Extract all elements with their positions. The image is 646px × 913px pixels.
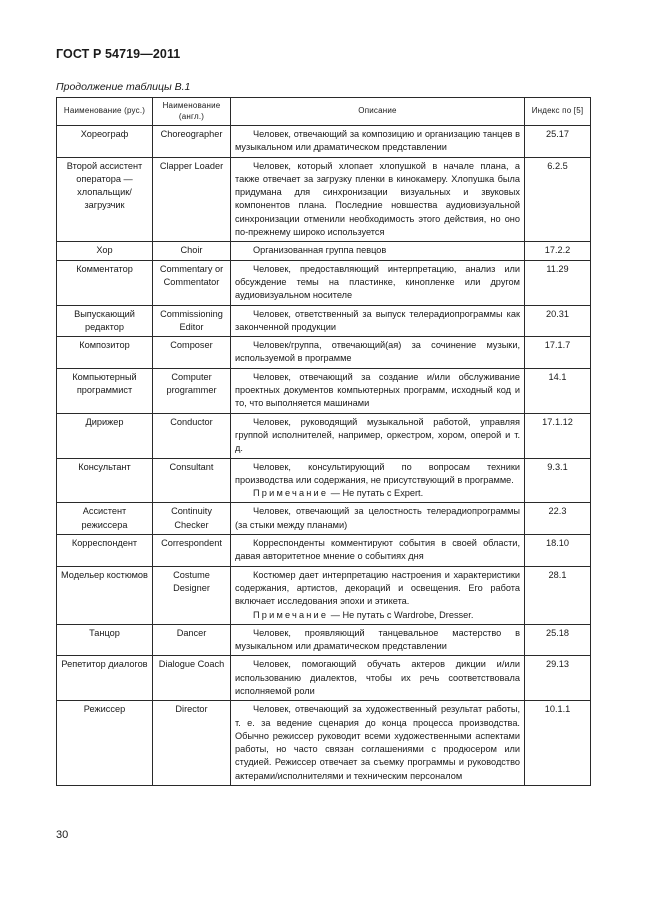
table-row bbox=[57, 535, 591, 567]
index-cell: 9.3.1 bbox=[525, 458, 591, 503]
term-en-cell: Dialogue Coach bbox=[153, 656, 231, 701]
description-cell bbox=[231, 305, 525, 337]
term-en-cell: Correspondent bbox=[153, 535, 231, 567]
note-label: Примечание bbox=[253, 488, 329, 499]
note-text: — Не путать с Wardrobe, Dresser. bbox=[330, 609, 474, 620]
index-cell: 14.1 bbox=[525, 368, 591, 413]
description-cell bbox=[231, 413, 525, 458]
term-ru-cell: Второй ассистент оператора — хлопальщик/ загрузчик bbox=[57, 157, 153, 242]
term-ru-cell: Компьютерный программист bbox=[57, 368, 153, 413]
note-label: Примечание bbox=[253, 609, 329, 620]
description-text: Человек, отвечающий за художественный результат работы, т. е. за ведение сценария до конца процесса производства. Обычно режиссер руководит всеми художественными аспектами работы, но часто связан соглашениями с продюсером или студией. Режиссер отвечает за съемку программы и руководство актерами/исполнителями и техническим персоналом bbox=[235, 704, 520, 781]
term-ru-cell: Композитор bbox=[57, 337, 153, 369]
term-en-cell: Commissioning Editor bbox=[153, 305, 231, 337]
term-en-cell: Conductor bbox=[153, 413, 231, 458]
terms-table bbox=[56, 97, 591, 786]
term-ru-cell: Хор bbox=[57, 242, 153, 260]
note bbox=[235, 487, 520, 500]
description-text: Человек, который хлопает хлопушкой в начале плана, а также отвечает за загрузку пленки в кинокамеру. Хлопушка была придумана для синхронизации визуальных и звуковых компонентов плана. Последние новшества аудиовизуальной синхронизации отменили необходимость этого действия, но оно по-прежнему широко используется bbox=[235, 160, 520, 238]
term-ru-cell: Комментатор bbox=[57, 260, 153, 305]
description-cell bbox=[231, 503, 525, 535]
term-ru-cell: Режиссер bbox=[57, 701, 153, 786]
term-ru-cell: Репетитор диалогов bbox=[57, 656, 153, 701]
description-cell bbox=[231, 126, 525, 158]
index-cell: 17.1.12 bbox=[525, 413, 591, 458]
description-cell bbox=[231, 624, 525, 656]
index-cell: 17.2.2 bbox=[525, 242, 591, 260]
description-cell bbox=[231, 656, 525, 701]
index-cell: 28.1 bbox=[525, 566, 591, 624]
table-row bbox=[57, 242, 591, 260]
term-en-cell: Choir bbox=[153, 242, 231, 260]
table-row bbox=[57, 368, 591, 413]
table-body bbox=[57, 126, 591, 786]
table-row bbox=[57, 413, 591, 458]
term-en-cell: Consultant bbox=[153, 458, 231, 503]
table-row bbox=[57, 701, 591, 786]
description-cell bbox=[231, 535, 525, 567]
description-text: Человек, предоставляющий интерпретацию, анализ или обсуждение темы на пластинке, кинопленке или другом аудиовизуальном носителе bbox=[235, 263, 520, 301]
col-header-ru: Наименование (рус.) bbox=[57, 98, 153, 126]
term-en-cell: Commentary or Commentator bbox=[153, 260, 231, 305]
term-ru-cell: Дирижер bbox=[57, 413, 153, 458]
table-header-row bbox=[57, 98, 591, 126]
col-header-en: Наименование (англ.) bbox=[153, 98, 231, 126]
description-text: Человек, помогающий обучать актеров дикции и/или использованию диалектов, чтобы их речь соответствовала исполняемой роли bbox=[235, 659, 520, 696]
term-ru-cell: Модельер костюмов bbox=[57, 566, 153, 624]
col-header-desc: Описание bbox=[231, 98, 525, 126]
document-header: ГОСТ Р 54719—2011 bbox=[56, 47, 181, 61]
description-text: Корреспонденты комментируют события в своей области, давая авторитетное мнение о событиях дня bbox=[235, 538, 520, 562]
description-text: Человек, консультирующий по вопросам техники производства или содержания, не присутствующий в программе. bbox=[235, 461, 520, 485]
term-en-cell: Computer programmer bbox=[153, 368, 231, 413]
term-en-cell: Choreographer bbox=[153, 126, 231, 158]
table-row bbox=[57, 305, 591, 337]
index-cell: 17.1.7 bbox=[525, 337, 591, 369]
term-ru-cell: Хореограф bbox=[57, 126, 153, 158]
table-row bbox=[57, 458, 591, 503]
description-text: Человек, отвечающий за создание и/или обслуживание проектных документов компьютерных программ, исходный код и то, что выполняется машинами bbox=[235, 371, 520, 409]
description-text: Человек, отвечающий за целостность телерадиопрограммы (за стыки между планами) bbox=[235, 506, 520, 530]
table-row bbox=[57, 126, 591, 158]
term-ru-cell: Танцор bbox=[57, 624, 153, 656]
description-text: Человек/группа, отвечающий(ая) за сочинение музыки, используемой в программе bbox=[235, 340, 520, 364]
table-row bbox=[57, 260, 591, 305]
index-cell: 11.29 bbox=[525, 260, 591, 305]
term-ru-cell: Ассистент режиссера bbox=[57, 503, 153, 535]
term-en-cell: Clapper Loader bbox=[153, 157, 231, 242]
term-en-cell: Director bbox=[153, 701, 231, 786]
description-text: Организованная группа певцов bbox=[253, 245, 387, 256]
table-row bbox=[57, 656, 591, 701]
index-cell: 25.17 bbox=[525, 126, 591, 158]
index-cell: 10.1.1 bbox=[525, 701, 591, 786]
table-row bbox=[57, 624, 591, 656]
table-row bbox=[57, 503, 591, 535]
description-text: Человек, проявляющий танцевальное мастерство в музыкальном или драматическом представлении bbox=[235, 627, 520, 652]
term-en-cell: Dancer bbox=[153, 624, 231, 656]
index-cell: 29.13 bbox=[525, 656, 591, 701]
description-cell bbox=[231, 566, 525, 624]
description-text: Человек, руководящий музыкальной работой, управляя группой исполнителей, например, оркестром, хором, оперой и т. д. bbox=[235, 416, 520, 454]
note-text: — Не путать с Expert. bbox=[330, 488, 424, 499]
description-cell bbox=[231, 260, 525, 305]
table-row bbox=[57, 157, 591, 242]
term-en-cell: Composer bbox=[153, 337, 231, 369]
index-cell: 20.31 bbox=[525, 305, 591, 337]
table-caption: Продолжение таблицы В.1 bbox=[56, 81, 191, 93]
index-cell: 6.2.5 bbox=[525, 157, 591, 242]
description-text: Человек, отвечающий за композицию и организацию танцев в музыкальном или драматическом представлении bbox=[235, 129, 520, 153]
description-cell bbox=[231, 337, 525, 369]
description-text: Костюмер дает интерпретацию настроения и характеристики содержания, артистов, декораций и освещения. Его работа включает исследования эпохи и этикета. bbox=[235, 569, 520, 607]
index-cell: 25.18 bbox=[525, 624, 591, 656]
description-cell bbox=[231, 157, 525, 242]
term-en-cell: Continuity Checker bbox=[153, 503, 231, 535]
description-cell bbox=[231, 701, 525, 786]
term-ru-cell: Выпускающий редактор bbox=[57, 305, 153, 337]
note bbox=[235, 609, 520, 622]
page-number: 30 bbox=[56, 829, 69, 841]
table-row bbox=[57, 337, 591, 369]
description-cell bbox=[231, 242, 525, 260]
term-ru-cell: Корреспондент bbox=[57, 535, 153, 567]
description-text: Человек, ответственный за выпуск телерадиопрограммы как законченной продукции bbox=[235, 308, 520, 332]
index-cell: 22.3 bbox=[525, 503, 591, 535]
description-cell bbox=[231, 368, 525, 413]
term-ru-cell: Консультант bbox=[57, 458, 153, 503]
table-row bbox=[57, 566, 591, 624]
index-cell: 18.10 bbox=[525, 535, 591, 567]
description-cell bbox=[231, 458, 525, 503]
col-header-index: Индекс по [5] bbox=[525, 98, 591, 126]
term-en-cell: Costume Designer bbox=[153, 566, 231, 624]
